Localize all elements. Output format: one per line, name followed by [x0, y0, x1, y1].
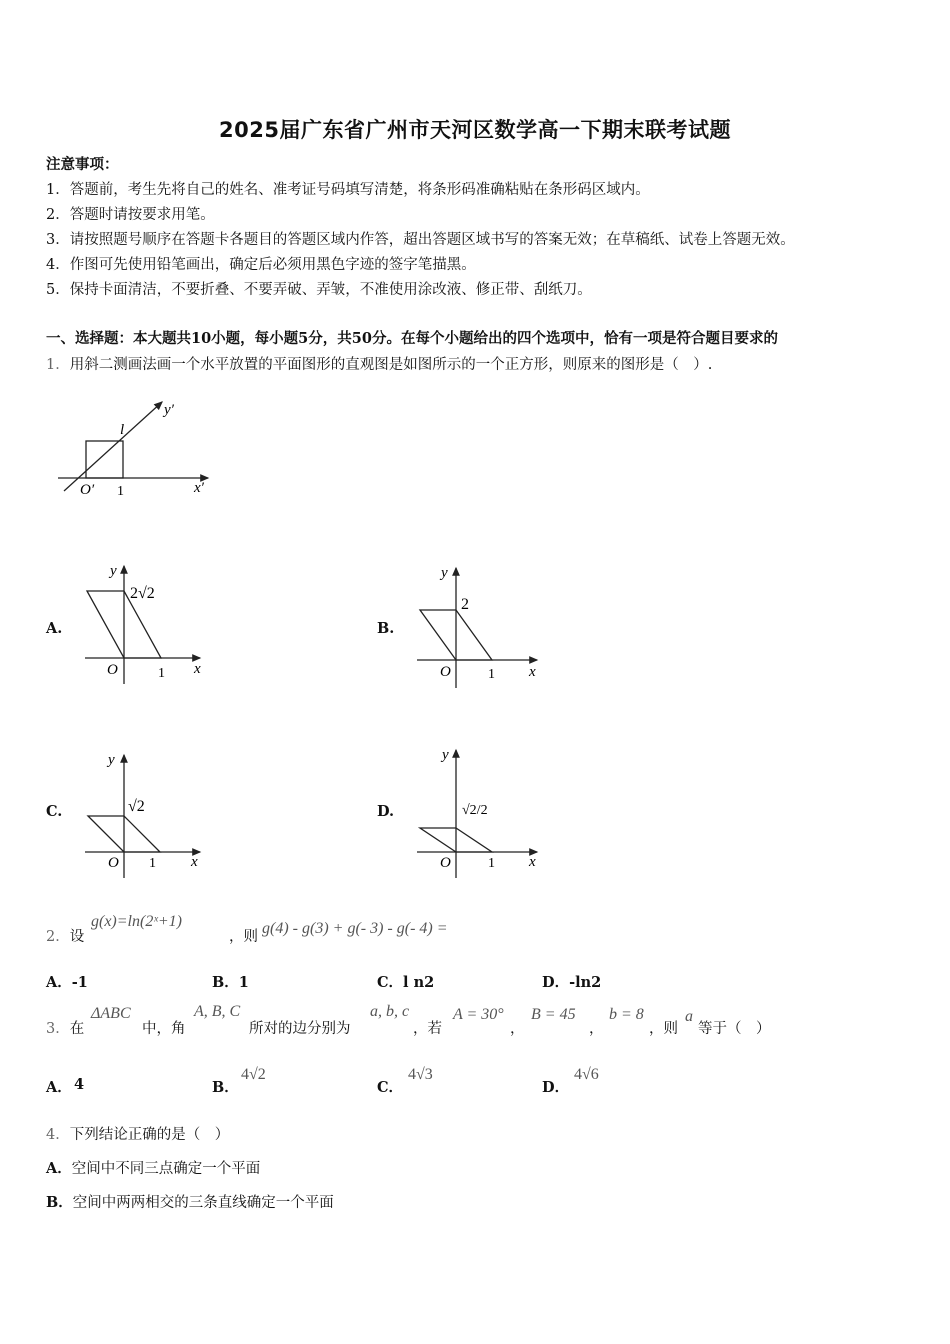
- answer-option-label: C．: [377, 1079, 404, 1096]
- option-c-figure: [80, 745, 220, 880]
- x-axis-label: x: [529, 664, 536, 680]
- height-label: √2/2: [462, 803, 488, 818]
- side-label: l: [120, 422, 125, 438]
- question-4: [46, 1123, 229, 1144]
- question-text: ，则: [229, 929, 258, 945]
- q1-figure: [50, 390, 230, 505]
- y-axis-label: y: [441, 565, 448, 581]
- notice-item: 5．保持卡面清洁，不要折叠、不要弄破、弄皱，不准使用涂改液、修正带、刮纸刀。: [46, 282, 592, 298]
- question-text: 用斜二测画法画一个水平放置的平面图形的直观图是如图所示的一个正方形，则原来的图形是（ ）.: [69, 357, 713, 373]
- notice-item: 4．作图可先使用铅笔画出，确定后必须用黑色字迹的签字笔描黑。: [46, 257, 476, 273]
- tick-label: 1: [149, 856, 156, 871]
- x-axis-label: x′: [194, 480, 204, 496]
- y-axis-label: y′: [164, 402, 174, 418]
- condition-side: b = 8: [609, 1006, 644, 1023]
- question-text: 等于（ ）: [698, 1021, 771, 1037]
- question-number: 4．: [46, 1127, 70, 1143]
- x-axis-label: x: [194, 661, 201, 677]
- x-axis-label: x: [191, 854, 198, 870]
- expression: g(4) - g(3) + g(- 3) - g(- 4) =: [262, 920, 448, 937]
- answer-option-label: B．: [212, 1079, 239, 1096]
- answer-option: B．空间中两两相交的三条直线确定一个平面: [46, 1194, 334, 1211]
- question-lead: 设: [69, 929, 85, 945]
- notice-item: 3．请按照题号顺序在答题卡各题目的答题区域内作答，超出答题区域书写的答案无效；在草稿纸、试卷上答题无效。: [46, 232, 795, 248]
- origin-label: O: [440, 664, 451, 680]
- condition-b: B = 45: [531, 1006, 576, 1023]
- answer-option: B．1: [212, 974, 249, 991]
- option-a-figure: [80, 558, 220, 688]
- question-text: 所对的边分别为: [249, 1021, 351, 1037]
- notice-heading: 注意事项：: [46, 156, 119, 173]
- square: [86, 441, 123, 478]
- origin-label: O′: [80, 482, 95, 498]
- tick-label: 1: [117, 484, 124, 499]
- question-1: [46, 353, 712, 374]
- question-number: 3．: [46, 1021, 70, 1037]
- height-label: √2: [128, 798, 145, 815]
- answer-option-label: D．: [542, 1079, 570, 1096]
- answer-option-value: 4√2: [241, 1066, 266, 1083]
- height-label: 2: [461, 596, 469, 613]
- question-text: ，则: [649, 1021, 678, 1037]
- variable: a: [685, 1008, 693, 1025]
- page-title: 2025届广东省广州市天河区数学高一下期末联考试题: [219, 118, 731, 142]
- height-label: 2√2: [130, 585, 155, 602]
- option-label: A.: [46, 620, 63, 637]
- y-axis-label: y: [110, 563, 117, 579]
- option-b-figure: [412, 560, 552, 690]
- answer-option-value: 4√6: [574, 1066, 599, 1083]
- question-text: ，若: [413, 1021, 442, 1037]
- origin-label: O: [108, 855, 119, 871]
- tick-label: 1: [488, 667, 495, 682]
- function-definition: g(x)=ln(2ˣ+1): [91, 913, 182, 930]
- question-number: 1．: [46, 357, 70, 373]
- answer-option-label: A．: [46, 1079, 72, 1096]
- y-axis-label: y: [108, 752, 115, 768]
- option-label: C.: [46, 803, 63, 820]
- section-heading: 一、选择题：本大题共10小题，每小题5分，共50分。在每个小题给出的四个选项中，恰有一项是符合题目要求的: [46, 330, 778, 347]
- answer-option: A．-1: [46, 974, 88, 991]
- y-axis-label: y: [442, 747, 449, 763]
- question-text: 下列结论正确的是（ ）: [69, 1127, 230, 1143]
- origin-label: O: [107, 662, 118, 678]
- origin-label: O: [440, 855, 451, 871]
- answer-option: C．l n2: [377, 974, 435, 991]
- separator: ，: [589, 1021, 604, 1037]
- sides: a, b, c: [370, 1003, 410, 1020]
- separator: ，: [510, 1021, 525, 1037]
- tick-label: 1: [158, 666, 165, 681]
- x-axis-label: x: [529, 854, 536, 870]
- angles: A, B, C: [194, 1003, 241, 1020]
- condition-a: A = 30°: [453, 1006, 504, 1023]
- question-2: [46, 925, 84, 946]
- notice-item: 1．答题前，考生先将自己的姓名、准考证号码填写清楚，将条形码准确粘贴在条形码区域内。: [46, 182, 650, 198]
- answer-option: D．-ln2: [542, 974, 602, 991]
- option-d-figure: [412, 740, 552, 880]
- answer-option-value: 4√3: [408, 1066, 433, 1083]
- question-text: 中，角: [142, 1021, 186, 1037]
- question-3: 3．在: [46, 1021, 85, 1037]
- tick-label: 1: [488, 856, 495, 871]
- option-label: D.: [377, 803, 395, 820]
- answer-option-value: 4: [74, 1076, 85, 1093]
- notice-item: 2．答题时请按要求用笔。: [46, 207, 215, 223]
- question-number: 2．: [46, 929, 70, 945]
- option-label: B.: [377, 620, 395, 637]
- answer-option: A．空间中不同三点确定一个平面: [46, 1160, 261, 1177]
- triangle-symbol: ΔABC: [91, 1005, 131, 1022]
